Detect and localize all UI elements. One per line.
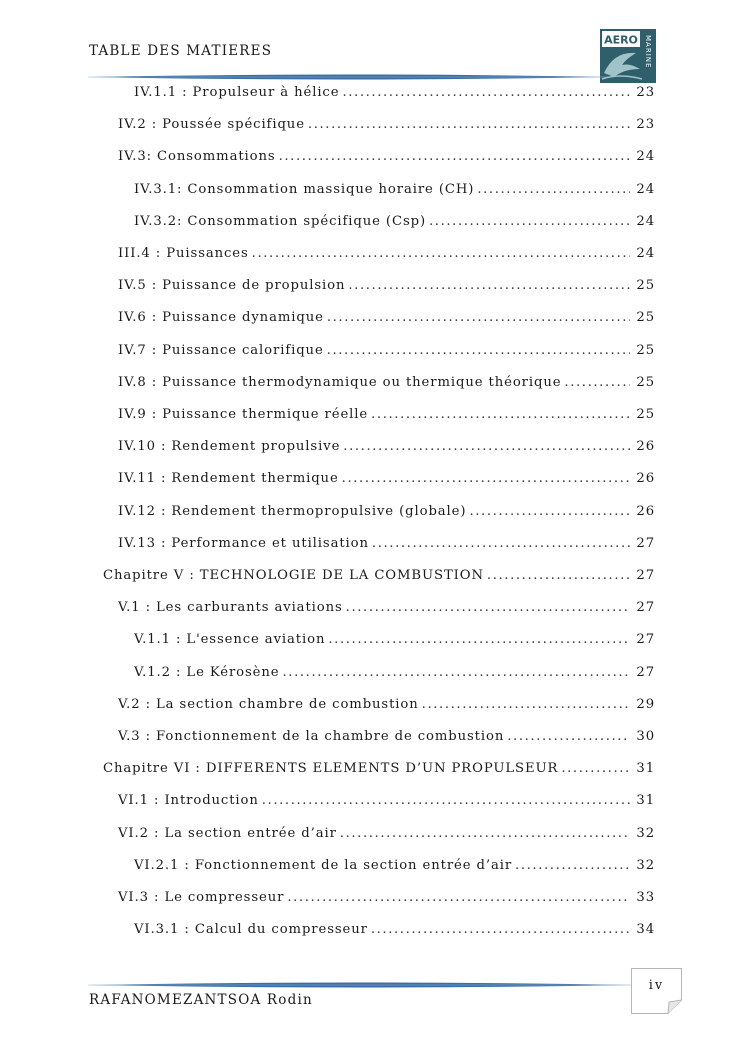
toc-entry-label: IV.2 : Poussée spécifique bbox=[118, 117, 305, 133]
toc-dot-leader bbox=[279, 149, 630, 164]
toc-dot-leader bbox=[287, 890, 630, 905]
toc-entry-label: Chapitre V : TECHNOLOGIE DE LA COMBUSTION bbox=[103, 568, 484, 583]
toc-entry-label: VI.2.1 : Fonctionnement de la section entrée d’air bbox=[134, 857, 513, 873]
toc-entry-page: 32 bbox=[636, 825, 655, 841]
toc-entry-label: III.4 : Puissances bbox=[118, 246, 249, 261]
toc-entry[interactable] bbox=[0, 922, 745, 944]
toc-entry[interactable] bbox=[0, 761, 745, 783]
toc-dot-leader bbox=[342, 85, 630, 100]
toc-entry[interactable] bbox=[0, 504, 745, 526]
toc-entry-page: 33 bbox=[636, 890, 655, 905]
toc-entry[interactable] bbox=[0, 407, 745, 429]
footer-author: RAFANOMEZANTSOA Rodin bbox=[89, 992, 313, 1008]
toc-entry-label: VI.3 : Le compresseur bbox=[118, 890, 285, 905]
toc-dot-leader bbox=[477, 182, 630, 197]
toc-entry[interactable] bbox=[0, 568, 745, 590]
toc-entry-page: 25 bbox=[636, 407, 655, 422]
toc-entry-label: IV.3: Consommations bbox=[118, 149, 276, 165]
toc-entry[interactable] bbox=[0, 85, 745, 107]
toc-entry[interactable] bbox=[0, 826, 745, 848]
toc-entry-page: 34 bbox=[636, 922, 655, 938]
toc-entry[interactable] bbox=[0, 536, 745, 558]
toc-entry-label: V.2 : La section chambre de combustion bbox=[118, 696, 419, 712]
toc-entry[interactable] bbox=[0, 697, 745, 719]
aero-marine-logo bbox=[600, 29, 656, 83]
toc-entry-page: 29 bbox=[636, 696, 655, 712]
toc-entry-page: 25 bbox=[636, 374, 655, 390]
toc-entry-label: V.1.2 : Le Kérosène bbox=[134, 664, 280, 680]
toc-dot-leader bbox=[515, 858, 630, 873]
toc-entry-page: 24 bbox=[636, 246, 655, 261]
toc-entry-page: 26 bbox=[636, 439, 655, 455]
toc-entry-label: IV.13 : Performance et utilisation bbox=[118, 535, 369, 551]
toc-entry[interactable] bbox=[0, 246, 745, 268]
toc-entry-label: V.3 : Fonctionnement de la chambre de combustion bbox=[118, 729, 505, 744]
toc-dot-leader bbox=[507, 729, 630, 744]
toc-dot-leader bbox=[487, 568, 630, 583]
toc-entry[interactable] bbox=[0, 439, 745, 461]
toc-entry[interactable] bbox=[0, 632, 745, 654]
toc-entry-page: 23 bbox=[636, 85, 655, 100]
toc-entry-label: IV.7 : Puissance calorifique bbox=[118, 342, 324, 358]
toc-entry-page: 25 bbox=[636, 278, 655, 294]
toc-entry[interactable] bbox=[0, 278, 745, 300]
toc-entry-label: IV.3.1: Consommation massique horaire (CH) bbox=[134, 181, 475, 197]
toc-dot-leader bbox=[348, 278, 630, 293]
toc-entry[interactable] bbox=[0, 890, 745, 912]
toc-entry[interactable] bbox=[0, 600, 745, 622]
toc-entry-page: 24 bbox=[636, 213, 655, 229]
toc-entry-label: VI.2 : La section entrée d’air bbox=[118, 825, 337, 841]
toc-entry-label: IV.10 : Rendement propulsive bbox=[118, 439, 341, 455]
toc-entry-label: IV.8 : Puissance thermodynamique ou thermique théorique bbox=[118, 374, 562, 390]
toc-dot-leader bbox=[422, 697, 630, 712]
toc-entry[interactable] bbox=[0, 343, 745, 365]
toc-entry[interactable] bbox=[0, 729, 745, 751]
toc-dot-leader bbox=[343, 439, 630, 454]
toc-entry[interactable] bbox=[0, 117, 745, 139]
toc-dot-leader bbox=[308, 117, 630, 132]
toc-dot-leader bbox=[429, 214, 630, 229]
toc-dot-leader bbox=[262, 793, 630, 808]
toc-entry[interactable] bbox=[0, 858, 745, 880]
toc-entry-page: 25 bbox=[636, 310, 655, 326]
toc-dot-leader bbox=[371, 922, 630, 937]
toc-entry[interactable] bbox=[0, 149, 745, 171]
toc-entry-page: 30 bbox=[636, 729, 655, 744]
toc-entry-label: IV.9 : Puissance thermique réelle bbox=[118, 407, 369, 422]
logo-side-text: MARINE bbox=[644, 35, 652, 69]
toc-entry-page: 32 bbox=[636, 857, 655, 873]
toc-entry[interactable] bbox=[0, 214, 745, 236]
toc-entry[interactable] bbox=[0, 471, 745, 493]
header-divider bbox=[88, 70, 608, 84]
toc-entry-page: 23 bbox=[636, 117, 655, 133]
toc-entry-label: VI.3.1 : Calcul du compresseur bbox=[134, 922, 368, 938]
toc-entry-page: 31 bbox=[636, 761, 655, 777]
page-header-title: TABLE DES MATIERES bbox=[89, 43, 273, 59]
toc-entry-label: IV.3.2: Consommation spécifique (Csp) bbox=[134, 213, 427, 229]
toc-dot-leader bbox=[328, 632, 630, 647]
toc-entry-page: 31 bbox=[636, 793, 655, 809]
toc-entry-page: 26 bbox=[636, 471, 655, 487]
logo-top-text: AERO bbox=[604, 33, 638, 47]
toc-dot-leader bbox=[340, 826, 630, 841]
toc-dot-leader bbox=[282, 665, 630, 680]
toc-entry-page: 27 bbox=[636, 632, 655, 648]
toc-entry-label: V.1 : Les carburants aviations bbox=[118, 600, 343, 616]
toc-dot-leader bbox=[469, 504, 630, 519]
toc-dot-leader bbox=[346, 600, 630, 615]
toc-entry-label: IV.5 : Puissance de propulsion bbox=[118, 278, 346, 294]
toc-entry-label: IV.6 : Puissance dynamique bbox=[118, 310, 324, 326]
toc-dot-leader bbox=[561, 761, 630, 776]
toc-dot-leader bbox=[371, 407, 630, 422]
toc-entry-page: 24 bbox=[636, 181, 655, 197]
toc-entry-label: IV.11 : Rendement thermique bbox=[118, 471, 339, 487]
toc-entry[interactable] bbox=[0, 793, 745, 815]
toc-entry-label: Chapitre VI : DIFFERENTS ELEMENTS D’UN PROPULSEUR bbox=[103, 761, 559, 777]
toc-dot-leader bbox=[252, 246, 630, 261]
page-number: iv bbox=[648, 978, 665, 993]
toc-entry-page: 26 bbox=[636, 503, 655, 519]
toc-entry-page: 25 bbox=[636, 342, 655, 358]
footer-divider bbox=[88, 978, 633, 992]
toc-entry-page: 27 bbox=[636, 535, 655, 551]
toc-entry-label: VI.1 : Introduction bbox=[118, 793, 259, 809]
toc-dot-leader bbox=[372, 536, 630, 551]
toc-entry[interactable] bbox=[0, 665, 745, 687]
toc-entry[interactable] bbox=[0, 375, 745, 397]
toc-dot-leader bbox=[327, 343, 630, 358]
toc-dot-leader bbox=[342, 471, 630, 486]
toc-entry[interactable] bbox=[0, 182, 745, 204]
toc-entry-page: 24 bbox=[636, 149, 655, 165]
toc-entry-label: V.1.1 : L'essence aviation bbox=[134, 632, 326, 648]
toc-entry-page: 27 bbox=[636, 568, 655, 583]
toc-entry-label: IV.1.1 : Propulseur à hélice bbox=[134, 85, 340, 100]
toc-entry-page: 27 bbox=[636, 664, 655, 680]
toc-entry-page: 27 bbox=[636, 600, 655, 616]
toc-dot-leader bbox=[327, 310, 630, 325]
toc-dot-leader bbox=[564, 375, 630, 390]
toc-entry[interactable] bbox=[0, 310, 745, 332]
toc-entry-label: IV.12 : Rendement thermopropulsive (globale) bbox=[118, 503, 467, 519]
